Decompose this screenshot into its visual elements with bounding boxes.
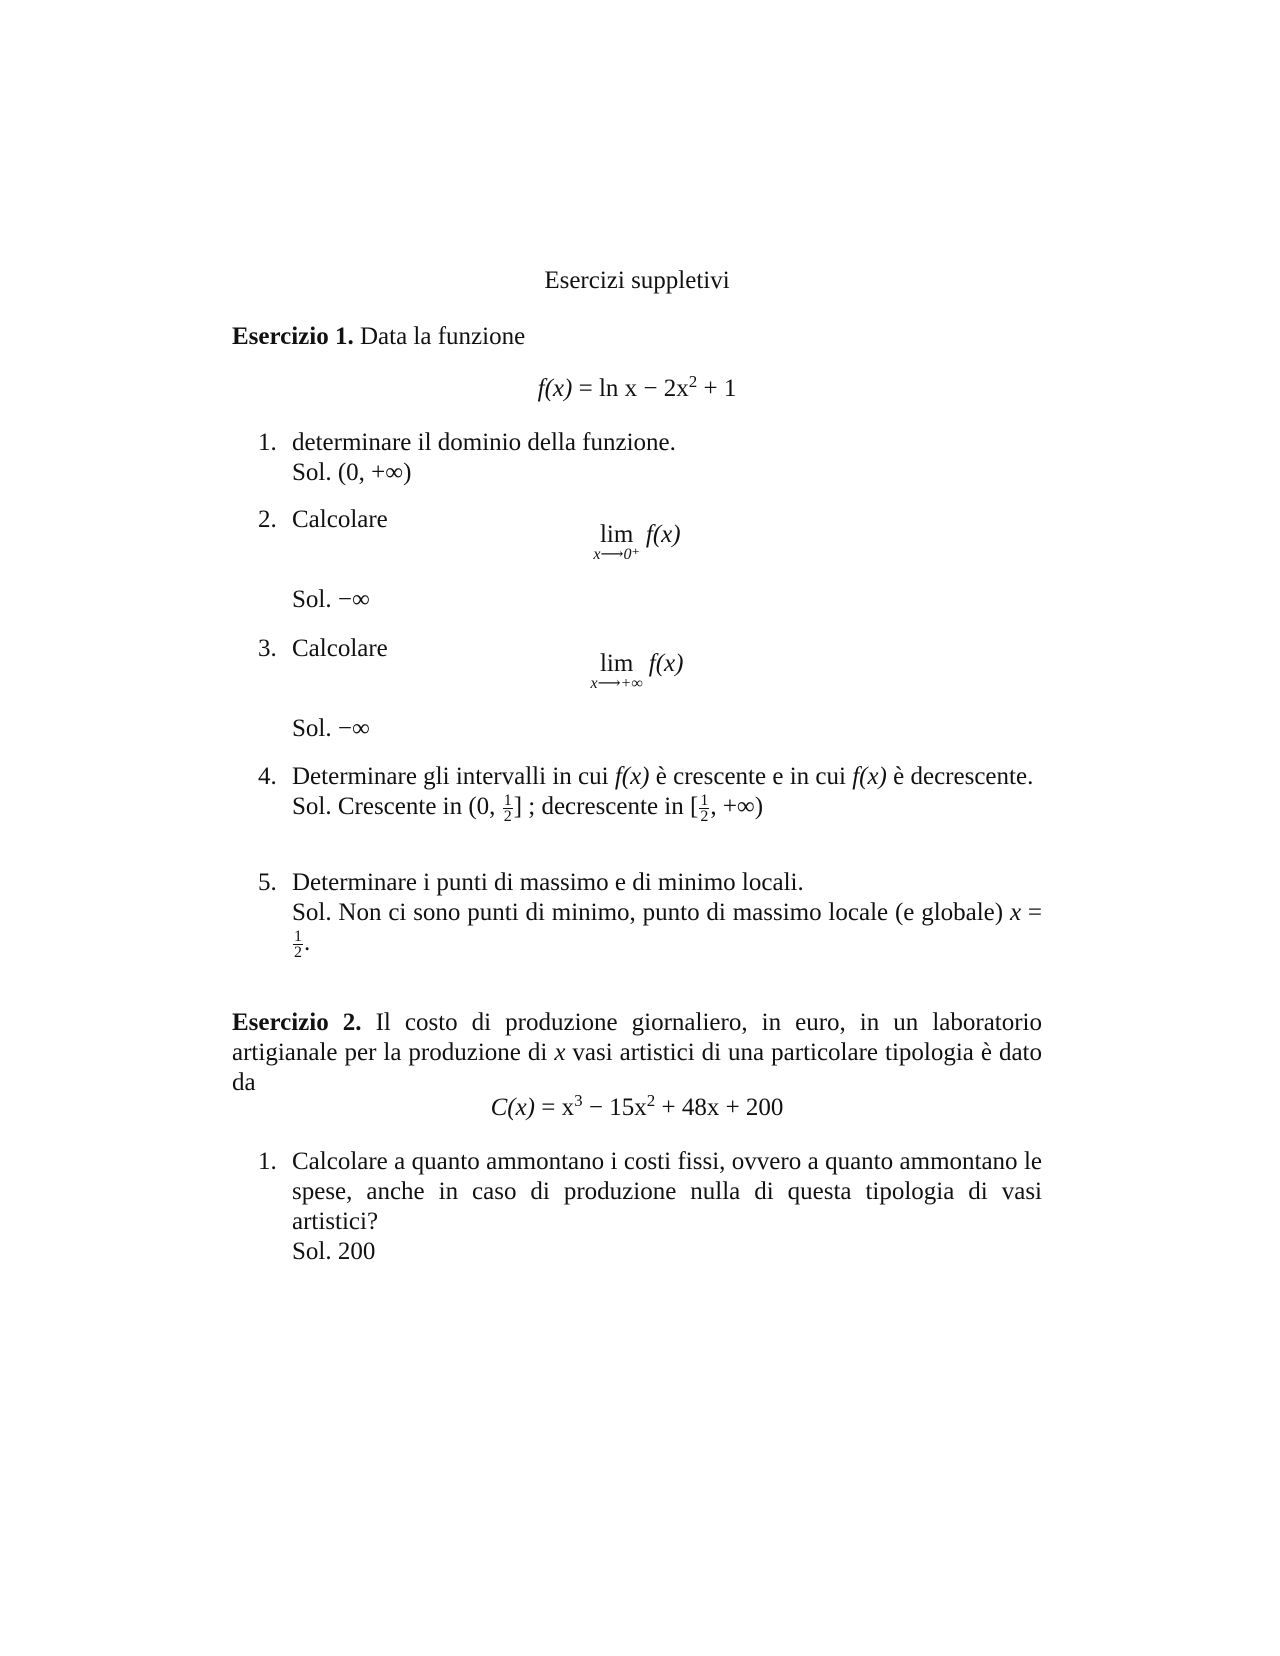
formula-rhs-a: = ln x − 2x xyxy=(578,375,689,402)
fraction-denominator: 2 xyxy=(700,807,709,825)
formula-part-c: + 48x + 200 xyxy=(655,1094,784,1121)
exercise-1-heading: Esercizio 1. xyxy=(232,323,354,350)
formula-rhs-b: + 1 xyxy=(697,375,737,402)
solution-part-a: Sol. Non ci sono punti di minimo, punto di massimo locale (e globale) xyxy=(292,899,1010,926)
formula-exponent-2: 2 xyxy=(646,1091,656,1110)
item-number: 3. xyxy=(258,635,277,662)
item-text: Calcolare a quanto ammontano i costi fissi, ovvero a quanto ammontano le spese, anche in caso di produzione nulla di questa tipologia di vasi artistici? xyxy=(292,1148,1042,1235)
item-function-2: f(x) xyxy=(852,763,887,790)
solution-variable: x xyxy=(1009,899,1022,926)
fraction-one-half xyxy=(503,793,513,824)
item-solution: Sol. −∞ xyxy=(292,715,370,742)
item-text-a: Determinare gli intervalli in cui xyxy=(292,763,615,790)
limit-expression-2 xyxy=(232,652,1042,692)
exercise-2-formula xyxy=(232,1093,1042,1123)
lim-operator: lim xyxy=(599,521,634,548)
fraction-denominator: 2 xyxy=(294,943,302,961)
item-solution: Sol. (0, +∞) xyxy=(292,459,412,486)
limit-expression-1 xyxy=(232,523,1042,563)
item-text: Determinare i punti di massimo e di minimo locali. xyxy=(292,869,804,896)
item-solution xyxy=(292,792,1042,824)
fraction-denominator: 2 xyxy=(503,807,512,825)
item-function-1: f(x) xyxy=(614,763,650,790)
fraction-one-half xyxy=(699,793,709,824)
document-title: Esercizi suppletivi xyxy=(544,267,730,294)
lim-function: f(x) xyxy=(645,521,681,548)
solution-part-a: Sol. Crescente in (0, xyxy=(292,793,496,820)
item-solution xyxy=(292,898,1042,960)
formula-part-a: = x xyxy=(541,1094,575,1121)
exercise-1-intro-text: Data la funzione xyxy=(359,323,526,350)
formula-exponent: 2 xyxy=(688,372,698,391)
formula-part-b: − 15x xyxy=(582,1094,647,1121)
solution-equals: = xyxy=(1021,899,1042,926)
lim-subscript: x⟶0⁺ xyxy=(593,546,640,563)
item-solution: Sol. 200 xyxy=(292,1238,376,1265)
exercise-1-formula xyxy=(232,374,1042,404)
item-solution: Sol. −∞ xyxy=(292,586,370,613)
lim-operator: lim xyxy=(599,650,634,677)
formula-lhs: C(x) xyxy=(490,1094,535,1121)
fraction-numerator: 1 xyxy=(294,927,302,945)
solution-part-b: ] ; decrescente in [ xyxy=(513,793,699,820)
fraction-numerator: 1 xyxy=(503,791,512,809)
exercise-1-intro xyxy=(232,322,1042,352)
item-number: 5. xyxy=(258,869,277,896)
item-number: 2. xyxy=(258,506,277,533)
item-number: 1. xyxy=(258,429,277,456)
exercise-2-intro-b: vasi artistici di una particolare tipologia è dato da xyxy=(232,1039,1042,1096)
formula-exponent-3: 3 xyxy=(574,1091,583,1110)
fraction-numerator: 1 xyxy=(700,791,709,809)
exercise-2-intro-a: Il costo di produzione giornaliero, in euro, in un laboratorio artigianale per la produzione di xyxy=(232,1009,1043,1066)
solution-part-c: , +∞) xyxy=(710,793,764,820)
item-text: determinare il dominio della funzione. xyxy=(292,429,676,456)
item-text: Calcolare xyxy=(292,506,388,533)
item-number: 4. xyxy=(258,763,277,790)
exercise-2-intro xyxy=(232,1008,1042,1098)
formula-lhs: f(x) xyxy=(537,375,573,402)
item-number: 1. xyxy=(258,1148,277,1175)
fraction-one-half xyxy=(293,929,303,960)
exercise-2-variable: x xyxy=(554,1039,566,1066)
lim-subscript: x⟶+∞ xyxy=(590,675,643,692)
item-text: Calcolare xyxy=(292,635,388,662)
lim-function: f(x) xyxy=(648,650,684,677)
solution-end: . xyxy=(304,929,311,956)
item-text-b: è crescente e in cui xyxy=(649,763,853,790)
item-text-c: è decrescente. xyxy=(886,763,1034,790)
exercise-2-heading: Esercizio 2. xyxy=(232,1009,362,1036)
